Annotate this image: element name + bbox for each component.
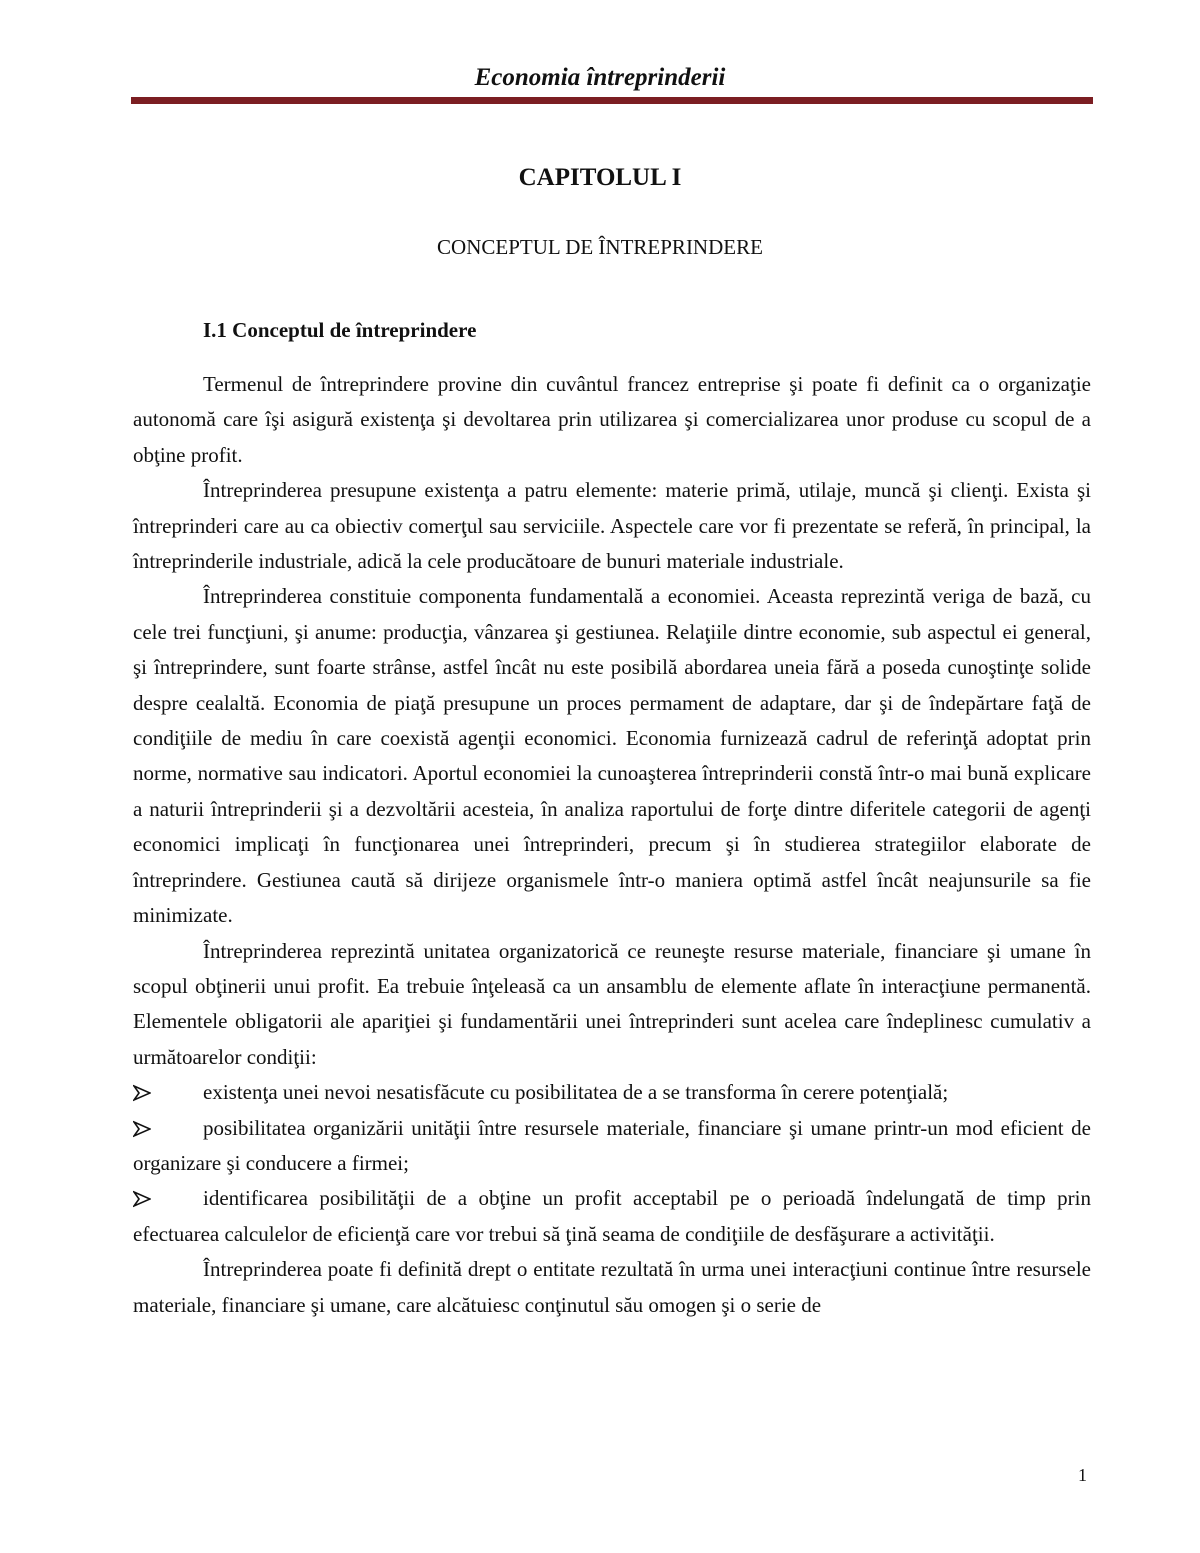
closing-paragraph: Întreprinderea poate fi definită drept o entitate rezultată în urma unei interacţiuni continue între resursele materiale, financiare şi umane, care alcătuiesc conţinutul său omogen şi o serie de <box>133 1257 1091 1317</box>
paragraph-2: Întreprinderea presupune existenţa a patru elemente: materie primă, utilaje, muncă şi clienţi. Exista şi întreprinderi care au ca obiectiv comerţul sau serviciile. Aspectele care vor fi prezentate se referă, în principal, la întreprinderile industriale, adică la cele producătoare de bunuri materiale industriale. <box>133 478 1091 574</box>
body-text <box>133 367 1091 1323</box>
bullet-item-3 <box>133 1181 1091 1252</box>
paragraph-1: Termenul de întreprindere provine din cuvântul francez entreprise şi poate fi definit ca o organizaţie autonomă care îşi asigură existenţa şi devoltarea prin utilizarea şi comercializarea unor produse cu scopul de a obţine profit. <box>133 372 1091 467</box>
bullet-text-1: existenţa unei nevoi nesatisfăcute cu posibilitatea de a se transforma în cerere potenţială; <box>203 1080 949 1105</box>
bullet-item-2 <box>133 1111 1091 1182</box>
chapter-title: CAPITOLUL I <box>518 164 682 191</box>
chapter-subtitle: CONCEPTUL DE ÎNTREPRINDERE <box>437 235 763 259</box>
running-header-title: Economia întreprinderii <box>474 64 726 91</box>
paragraph-3: Întreprinderea constituie componenta fundamentală a economiei. Aceasta reprezintă veriga de bază, cu cele trei funcţiuni, şi anume: producţia, vânzarea şi gestiunea. Relaţiile dintre economie, sub aspectul ei general, şi întreprindere, sunt foarte strânse, astfel încât nu este posibilă abordarea uneia fără a poseda cunoştinţe solide despre cealaltă. Economia de piaţă presupune un proces permament de adaptare, dar şi de îndepărtare faţă de condiţiile de mediu în care coexistă agenţii economici. Economia furnizează cadrul de referinţă adoptat prin norme, normative sau indicatori. Aportul economiei la cunoaşterea întreprinderii constă într-o mai bună explicare a naturii întreprinderii şi a dezvoltării acesteia, în analiza raportului de forţe dintre diferitele categorii de agenţi economici implicaţi în funcţionarea unei întreprinderi, precum şi în studierea strategiilor elaborate de întreprindere. Gestiunea caută să dirijeze organismele într-o maniera optimă astfel încât neajunsurile sa fie minimizate. <box>133 584 1091 928</box>
bullet-text-3: identificarea posibilităţii de a obţine un profit acceptabil pe o perioadă îndelungată de timp prin efectuarea calculelor de eficienţă care vor trebui să ţină seama de condiţiile de desfăşurare a activităţii. <box>133 1186 1091 1246</box>
bullet-text-2: posibilitatea organizării unităţii între resursele materiale, financiare şi umane printr-un mod eficient de organizare şi conducere a firmei; <box>133 1115 1091 1175</box>
arrowhead-bullet-icon <box>133 1075 151 1110</box>
page-number: 1 <box>1078 1465 1087 1485</box>
section-heading: I.1 Conceptul de întreprindere <box>203 318 477 342</box>
arrowhead-bullet-icon <box>133 1111 151 1146</box>
header-rule <box>131 97 1093 104</box>
arrowhead-bullet-icon <box>133 1181 151 1216</box>
paragraph-4: Întreprinderea reprezintă unitatea organizatorică ce reuneşte resurse materiale, financiare şi umane în scopul obţinerii unui profit. Ea trebuie înţeleasă ca un ansamblu de elemente aflate în interacţiune permanentă. Elementele obligatorii ale apariţiei şi fundamentării unei întreprinderi sunt acelea care îndeplinesc cumulativ a următoarelor condiţii: <box>133 938 1091 1069</box>
bullet-item-1 <box>133 1075 1091 1110</box>
